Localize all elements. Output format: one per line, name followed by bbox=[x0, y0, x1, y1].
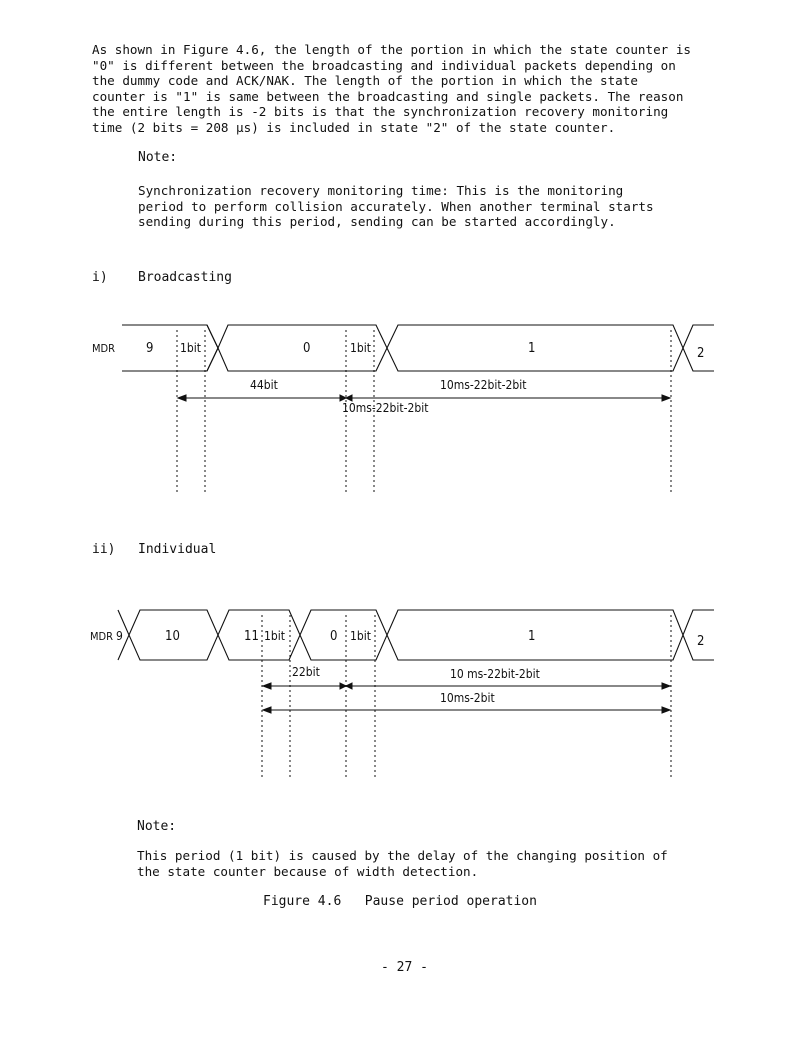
dimension-44bit: 44bit bbox=[250, 378, 278, 392]
dimension-10ms-22bit-2bit: 10ms-22bit-2bit bbox=[440, 378, 527, 392]
state-0: 0 bbox=[303, 341, 311, 356]
dimension-10ms-22bit-2bit: 10 ms-22bit-2bit bbox=[450, 667, 540, 681]
section-heading-broadcast: Broadcasting bbox=[138, 270, 232, 285]
section-number-broadcast: i) bbox=[92, 270, 108, 285]
signal-label-mdr: MDR bbox=[92, 342, 116, 355]
dimension-total: 10ms-22bit-2bit bbox=[342, 401, 429, 415]
note-label: Note: bbox=[137, 819, 177, 834]
note-body: Synchronization recovery monitoring time: This is the monitoring period to perform collision accurately. When another terminal starts sending during this period, sending can be started accordingly. bbox=[138, 183, 654, 229]
state-9: 9 bbox=[146, 341, 154, 356]
signal-label-mdr: MDR bbox=[90, 630, 114, 643]
broadcast-timing-diagram bbox=[0, 300, 809, 500]
intro-paragraph: As shown in Figure 4.6, the length of the portion in which the state counter is "0" is different between the broadcasting and individual packets depending on the dummy code and ACK/NAK. The length of the portion in which the state counter is "1" is same between the broadcasting and single packets. The reason the entire length is -2 bits is that the synchronization recovery monitoring time (2 bits = 208 μs) is included in state "2" of the state counter. bbox=[92, 42, 691, 135]
state-1bit: 1bit bbox=[350, 629, 371, 643]
dimension-22bit: 22bit bbox=[292, 665, 320, 679]
state-1bit: 1bit bbox=[350, 341, 371, 355]
page-number: - 27 - bbox=[381, 960, 428, 975]
section-number-individual: ii) bbox=[92, 542, 116, 557]
state-2: 2 bbox=[697, 346, 705, 361]
dimension-10ms-2bit: 10ms-2bit bbox=[440, 691, 495, 705]
state-2: 2 bbox=[697, 634, 705, 649]
individual-timing-diagram bbox=[0, 590, 809, 790]
state-0: 0 bbox=[330, 629, 338, 644]
section-heading-individual: Individual bbox=[138, 542, 217, 557]
figure-number: Figure 4.6 bbox=[263, 894, 342, 909]
state-1bit: 1bit bbox=[264, 629, 285, 643]
note-label: Note: bbox=[138, 150, 178, 165]
state-9: 9 bbox=[116, 629, 123, 643]
state-1bit: 1bit bbox=[180, 341, 201, 355]
figure-caption bbox=[263, 894, 537, 909]
figure-title: Pause period operation bbox=[364, 894, 537, 909]
state-1: 1 bbox=[528, 341, 536, 356]
state-1: 1 bbox=[528, 629, 536, 644]
note-body: This period (1 bit) is caused by the delay of the changing position of the state counter because of width detection. bbox=[137, 848, 668, 879]
state-10: 10 bbox=[165, 629, 180, 644]
state-11: 11 bbox=[244, 629, 259, 644]
